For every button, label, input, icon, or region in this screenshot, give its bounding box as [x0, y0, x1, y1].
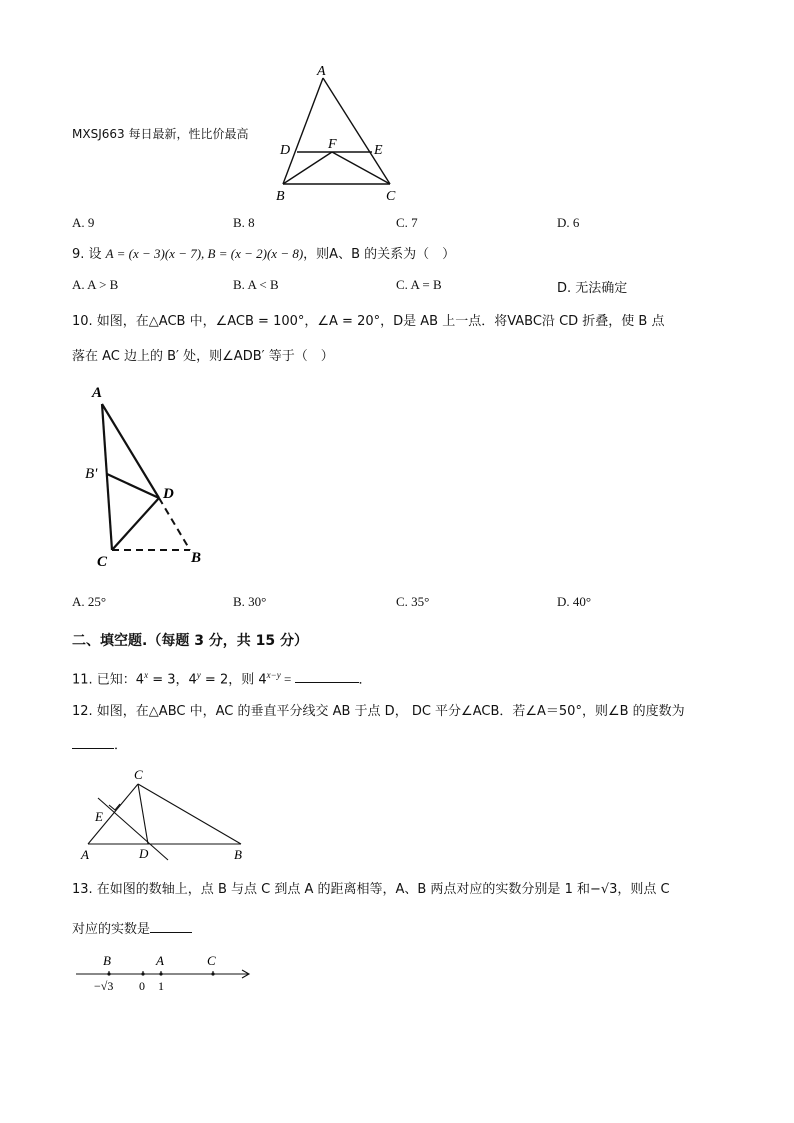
q11-question: [72, 667, 372, 688]
q11-exp-xy: x−y: [266, 670, 281, 680]
q13-answer-line: [72, 920, 192, 938]
q12-label-b: B: [234, 847, 242, 862]
q10-option-a: A. 25°: [72, 594, 107, 609]
q13-line2: 对应的实数是: [72, 922, 151, 937]
q12-label-e: E: [95, 809, 103, 824]
q11-end: ．: [358, 671, 372, 687]
q13-label-b: B: [103, 953, 111, 968]
q8-label-e: E: [374, 143, 383, 158]
q10-dashed-db: [159, 498, 190, 550]
q9-option-b: B. A < B: [233, 277, 279, 292]
q12-end: ．: [114, 737, 128, 752]
q11-eq1: = 3，4: [148, 672, 197, 688]
q8-label-c: C: [386, 189, 396, 204]
q12-side-cb: [138, 784, 241, 844]
q13-label-c: C: [207, 953, 216, 968]
q10-label-b: B: [191, 550, 202, 566]
q9-option-d: D. 无法确定: [557, 281, 628, 296]
q10-side-ac: [102, 404, 112, 550]
q10-option-c: C. 35°: [396, 594, 430, 609]
q10-question-line2: 落在 AC 边上的 B′ 处，则∠ADB′ 等于（ ）: [72, 349, 334, 364]
q13-point-a: [159, 972, 162, 975]
q12-label-d: D: [139, 846, 149, 861]
q13-number-line-svg: [72, 950, 257, 1000]
q9-expression: A = (x − 3)(x − 7), B = (x − 2)(x − 8): [105, 246, 304, 261]
q8-side-ab: [283, 78, 323, 184]
q11-prefix: 11. 已知：4: [72, 672, 145, 688]
q8-label-a: A: [317, 64, 326, 79]
q10-segment-cd: [112, 498, 159, 550]
q13-value-one: 1: [158, 979, 164, 993]
q8-figure: [270, 60, 410, 210]
watermark-text: MXSJ663 每日最新，性比价最高: [72, 127, 249, 141]
q8-label-f: F: [328, 137, 337, 152]
q13-point-zero: [141, 972, 144, 975]
q11-answer-blank[interactable]: [295, 670, 359, 683]
q10-question-line1: 10. 如图，在△ACB 中，∠ACB = 100°，∠A = 20°，D是 AB 上一点．将VABC沿 CD 折叠，使 B 点: [72, 314, 665, 329]
q12-triangle-svg: [78, 765, 258, 865]
q8-segment-bf: [283, 152, 332, 184]
q10-label-a: A: [92, 385, 103, 401]
q13-point-b: [107, 972, 110, 975]
q12-figure: [78, 765, 258, 865]
q8-option-b: B. 8: [233, 215, 255, 230]
q9-question: [72, 246, 455, 263]
q9-option-c: C. A = B: [396, 277, 442, 292]
q12-label-a: A: [81, 847, 89, 862]
q11-exp-y: y: [196, 670, 201, 680]
q9-suffix: ，则A、B 的关系为（ ）: [303, 247, 456, 262]
q10-option-d: D. 40°: [557, 594, 592, 609]
q8-option-c: C. 7: [396, 215, 418, 230]
q10-label-d: D: [163, 486, 174, 502]
q8-label-b: B: [276, 189, 285, 204]
q11-exp-x: x: [144, 670, 149, 680]
q13-answer-blank[interactable]: [150, 920, 192, 933]
q13-point-c: [211, 972, 214, 975]
q11-eq3: =: [280, 671, 295, 687]
q13-number-line: [72, 950, 257, 1000]
q12-perpendicular-bisector: [98, 798, 168, 860]
q10-option-b: B. 30°: [233, 594, 267, 609]
q12-answer-blank[interactable]: [72, 736, 114, 749]
q11-eq2: = 2，则 4: [200, 672, 267, 688]
q13-label-a: A: [156, 953, 164, 968]
q8-label-d: D: [280, 143, 291, 158]
q8-side-ac: [323, 78, 390, 184]
q8-triangle-svg: [270, 60, 410, 210]
q13-question-line1: 13. 在如图的数轴上，点 B 与点 C 到点 A 的距离相等，A、B 两点对应的实数分别是 1 和−√3，则点 C: [72, 882, 670, 897]
q13-value-zero: 0: [139, 979, 145, 993]
q13-value-neg-sqrt3: −√3: [94, 979, 114, 993]
q8-option-a: A. 9: [72, 215, 95, 230]
q10-figure: [80, 380, 215, 575]
q10-label-c: C: [97, 554, 108, 570]
section-title-fill-in: 二、填空题.（每题 3 分，共 15 分）: [72, 633, 309, 649]
q9-prefix: 9. 设: [72, 247, 106, 262]
q8-option-d: D. 6: [557, 215, 580, 230]
q10-label-bprime: B': [85, 466, 98, 482]
q12-answer-line: [72, 736, 127, 753]
q10-triangle-svg: [80, 380, 215, 575]
q12-label-c: C: [134, 767, 143, 782]
q9-option-a: A. A > B: [72, 277, 119, 292]
q12-question-line1: 12. 如图，在△ABC 中，AC 的垂直平分线交 AB 于点 D， DC 平分∠ACB．若∠A＝50°，则∠B 的度数为: [72, 704, 685, 719]
